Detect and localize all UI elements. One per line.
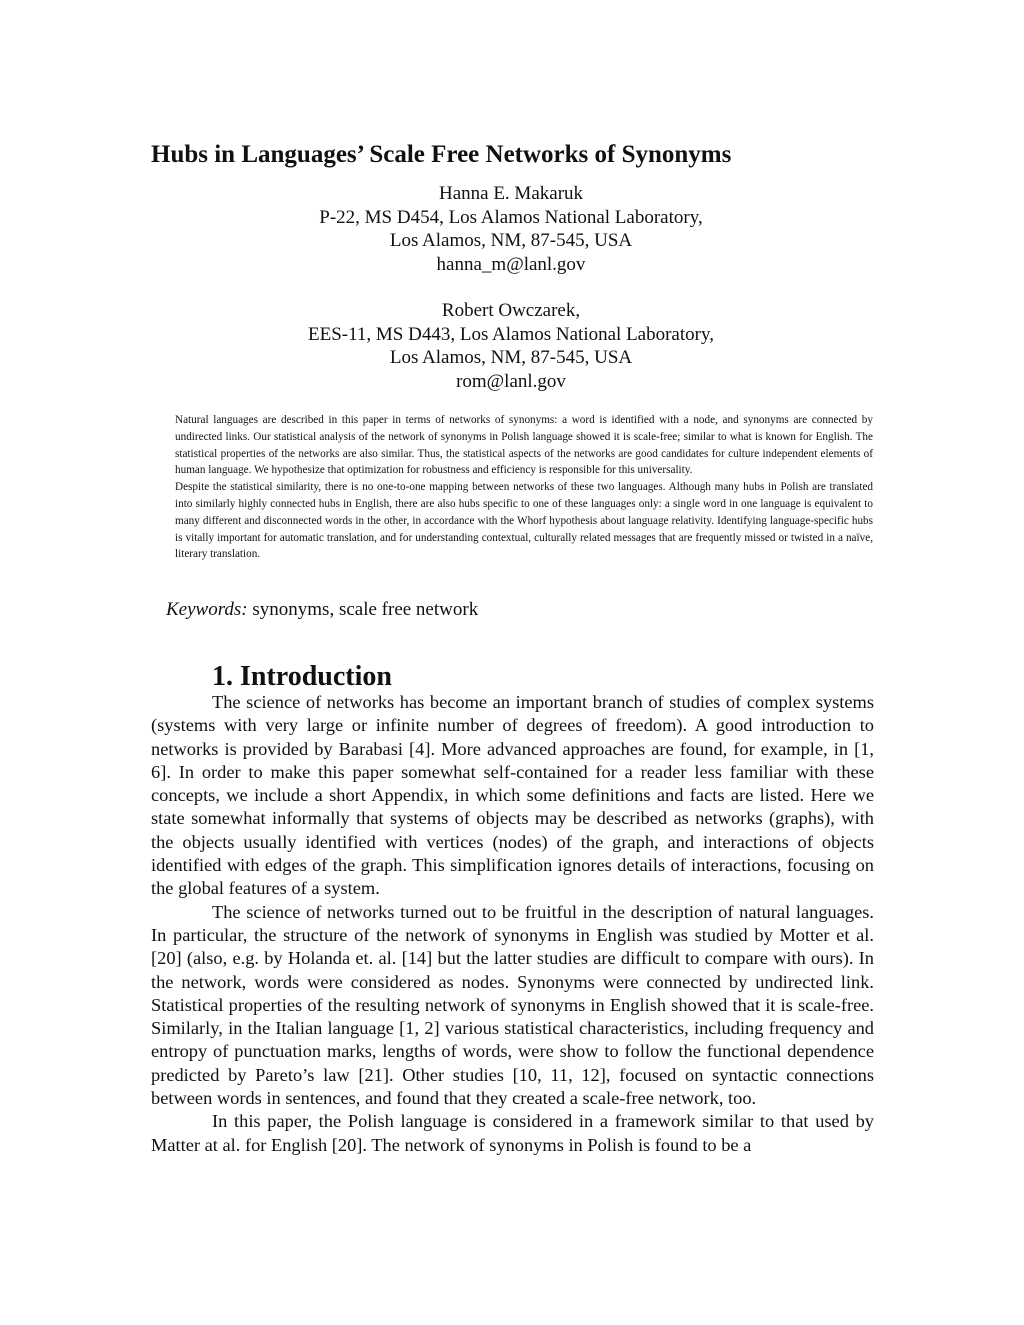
body-paragraph: In this paper, the Polish language is considered in a framework similar to that used by Matter at al. for English [20]. The network of synonyms in Polish is found to be a xyxy=(151,1111,874,1155)
author-affiliation: EES-11, MS D443, Los Alamos National Laboratory, xyxy=(308,323,714,345)
abstract xyxy=(175,412,873,563)
section-body xyxy=(151,691,874,1157)
author-address: Los Alamos, NM, 87-545, USA xyxy=(389,230,633,251)
author-list xyxy=(151,182,871,393)
keywords-label: Keywords: xyxy=(166,599,248,620)
abstract-paragraph: Natural languages are described in this paper in terms of networks of synonyms: a word is identified with a node, and synonyms are connected by undirected links. Our statistical analysis of the network of synonyms in Polish language showed it is scale-free; similar to what is known for English. The statistical properties of the networks are also similar. Thus, the statistical aspects of the networks are good candidates for culture independent elements of human language. We hypothesize that optimization for robustness and efficiency is responsible for this universality. xyxy=(175,414,873,477)
keywords-text: synonyms, scale free network xyxy=(252,599,479,620)
author-email: hanna_m@lanl.gov xyxy=(436,253,586,275)
body-paragraph: The science of networks has become an important branch of studies of complex systems (systems with very large or infinite number of degrees of freedom). A good introduction to networks is provided by Barabasi [4]. More advanced approaches are found, for example, in [1, 6]. In order to make this paper somewhat self-contained for a reader less familiar with these concepts, we include a short Appendix, in which some definitions and facts are listed. Here we state somewhat informally that systems of objects may be described as networks (graphs), with the objects usually identified with vertices (nodes) of the graph, and interactions of objects identified with edges of the graph. This simplification ignores details of interactions, focusing on the global features of a system. xyxy=(151,692,874,899)
paper-title: Hubs in Languages’ Scale Free Networks of Synonyms xyxy=(151,140,732,168)
body-paragraph: The science of networks turned out to be fruitful in the description of natural languages. In particular, the structure of the network of synonyms in English was studied by Motter et al. [20] (also, e.g. by Holanda et. al. [14] but the latter studies are difficult to compare with ours). In the network, words were considered as nodes. Synonyms were connected by undirected link. Statistical properties of the resulting network of synonyms in English showed that it is scale-free. Similarly, in the Italian language [1, 2] various statistical characteristics, including frequency and entropy of punctuation marks, lengths of words, were show to follow the functional dependence predicted by Pareto’s law [21]. Other studies [10, 11, 12], focused on syntactic connections between words in sentences, and found that they created a scale-free network, too. xyxy=(151,901,874,1109)
author-address: Los Alamos, NM, 87-545, USA xyxy=(389,347,633,368)
section-heading: 1. Introduction xyxy=(212,661,392,693)
author-email: rom@lanl.gov xyxy=(456,370,566,392)
keywords xyxy=(166,598,478,622)
author-block-owczarek xyxy=(151,299,871,393)
abstract-paragraph: Despite the statistical similarity, there is no one-to-one mapping between networks of these two languages. Although many hubs in Polish are translated into similarly highly connected hubs in English, there are also hubs specific to one of these languages only: a single word in one language is equivalent to many different and disconnected words in the other, in accordance with the Whorf hypothesis about language relativity. Identifying language-specific hubs is vitally important for automatic translation, and for understanding contextual, culturally related messages that are frequently missed or twisted in a naïve, literary translation. xyxy=(175,481,873,561)
author-name: Robert Owczarek, xyxy=(441,300,581,321)
author-name: Hanna E. Makaruk xyxy=(438,183,584,204)
author-block-makaruk xyxy=(151,182,871,276)
author-affiliation: P-22, MS D454, Los Alamos National Laboratory, xyxy=(319,206,703,228)
